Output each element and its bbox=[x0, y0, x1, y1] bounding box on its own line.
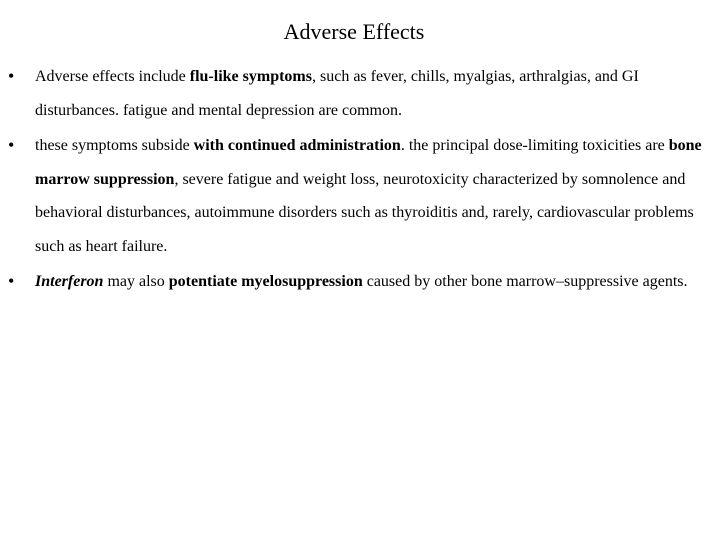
bullet-list bbox=[0, 60, 720, 301]
bullet-item-3 bbox=[0, 265, 720, 299]
text-segment: , severe fatigue and weight loss, neurotoxicity characterized by somnolence and behavioral disturbances, autoimmune disorders such as thyroiditis and, rarely, cardiovascular problems such as heart failure. bbox=[35, 170, 694, 255]
emphasis-interferon: Interferon bbox=[35, 273, 104, 290]
text-segment: caused by other bone marrow–suppressive agents. bbox=[362, 273, 688, 290]
text-segment: Adverse effects include bbox=[35, 68, 190, 85]
bullet-item-1 bbox=[0, 60, 720, 127]
bullet-text bbox=[35, 137, 702, 255]
bullet-text bbox=[35, 68, 639, 119]
text-segment: , such as fever, chills, myalgias, arthralgias, and GI disturbances. fatigue and mental depression are common. bbox=[35, 68, 639, 119]
text-segment: . the principal dose-limiting toxicities are bbox=[400, 137, 669, 154]
bullet-icon: • bbox=[8, 66, 15, 86]
emphasis-continued-administration: with continued administration bbox=[193, 137, 401, 154]
bullet-text bbox=[35, 273, 688, 290]
bullet-item-2 bbox=[0, 129, 720, 263]
bullet-icon: • bbox=[8, 135, 15, 155]
text-segment: these symptoms subside bbox=[35, 137, 194, 154]
bullet-icon: • bbox=[8, 271, 15, 291]
slide-title: Adverse Effects bbox=[283, 19, 425, 44]
text-segment: may also bbox=[103, 273, 169, 290]
emphasis-potentiate-myelosuppression: potentiate myelosuppression bbox=[168, 273, 363, 290]
emphasis-flu-like-symptoms: flu-like symptoms bbox=[189, 68, 312, 85]
emphasis-bone-marrow-suppression: bone marrow suppression bbox=[35, 137, 702, 188]
